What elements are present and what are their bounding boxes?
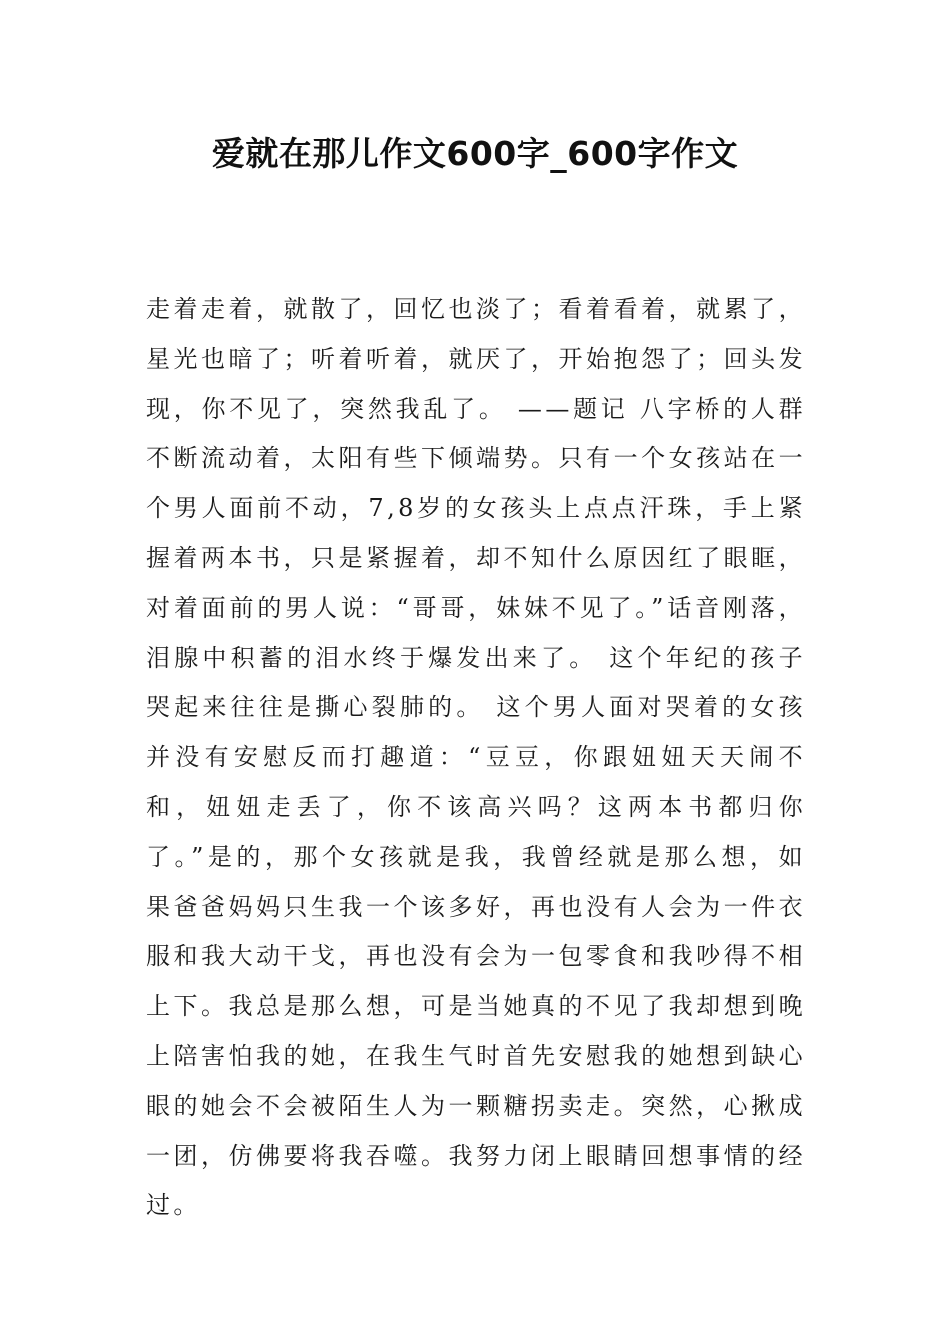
document-paragraph: 走着走着，就散了，回忆也淡了；看着看着，就累了，星光也暗了；听着听着，就厌了，开始抱怨了；回头发现，你不见了，突然我乱了。 ——题记 八字桥的人群不断流动着，太阳有些下倾端势。只有一个女孩站在一个男人面前不动，7,8岁的女孩头上点点汗珠，手上紧握着两本书，只是紧握着，却不知什么原因红了眼眶，对着面前的男人说：“哥哥，妹妹不见了。”话音刚落，泪腺中积蓄的泪水终于爆发出来了。 这个年纪的孩子哭起来往往是撕心裂肺的。 这个男人面对哭着的女孩并没有安慰反而打趣道：“豆豆，你跟妞妞天天闹不和，妞妞走丢了，你不该高兴吗？这两本书都归你了。”是的，那个女孩就是我，我曾经就是那么想，如果爸爸妈妈只生我一个该多好，再也没有人会为一件衣服和我大动干戈，再也没有会为一包零食和我吵得不相上下。我总是那么想，可是当她真的不见了我却想到晚上陪害怕我的她，在我生气时首先安慰我的她想到缺心眼的她会不会被陌生人为一颗糖拐卖走。突然，心揪成一团，仿佛要将我吞噬。我努力闭上眼睛回想事情的经过。 (146, 295, 806, 1220)
document-title: 爱就在那儿作文600字_600字作文 (211, 134, 739, 173)
